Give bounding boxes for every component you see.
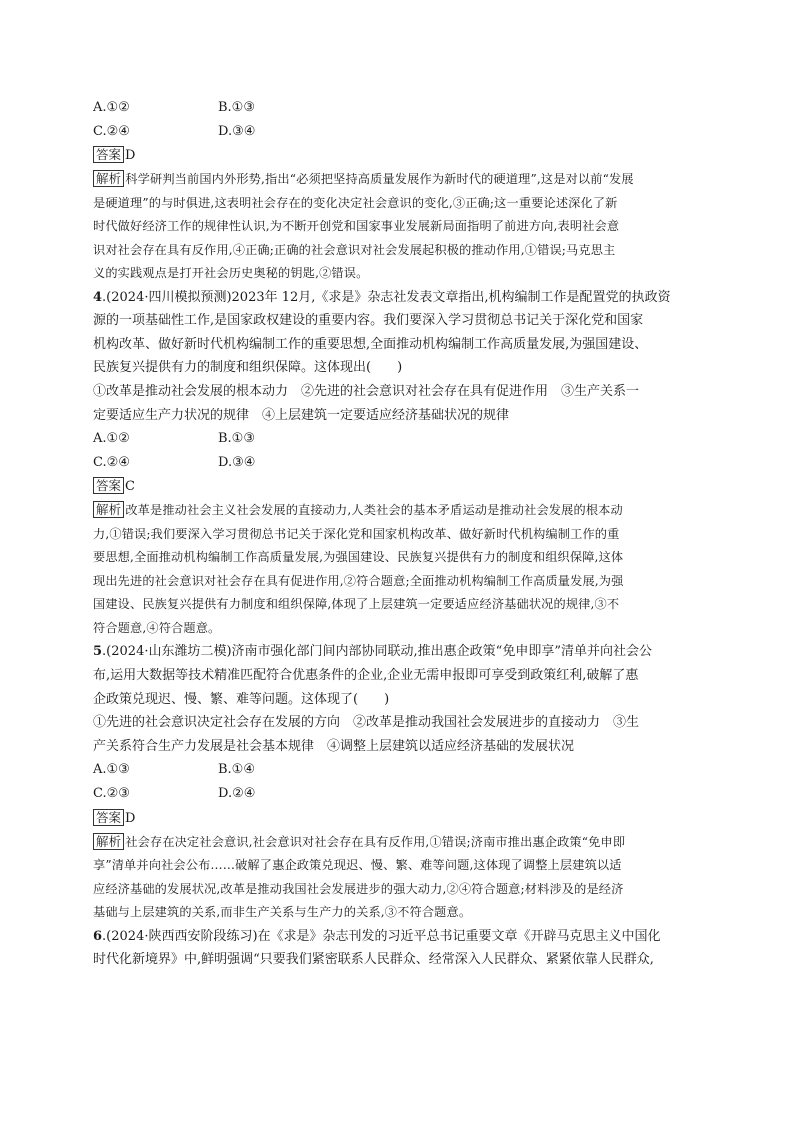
explanation-line: 国建设、民族复兴提供有力制度和组织保障,体现了上层建筑一定要适应经济基础状况的规律,③不	[93, 597, 620, 612]
explanation-line: 解析 社会存在决定社会意识,社会意识对社会存在具有反作用,①错误;济南市推出惠企政策“免申即	[93, 831, 703, 855]
explanation-line: 应经济基础的发展状况,改革是推动我国社会发展进步的强大动力,②④符合题意;材料涉及的是经济	[93, 881, 624, 896]
answer-value: D	[125, 810, 136, 826]
statement-line: 定要适应生产力状况的规律 ④上层建筑一定要适应经济基础状况的规律	[93, 407, 510, 423]
statement-line: 产关系符合生产力发展是社会基本规律 ④调整上层建筑以适应经济基础的发展状况	[93, 738, 575, 754]
question-stem-line: 时代化新境界》中,鲜明强调“只要我们紧密联系人民群众、经常深入人民群众、紧紧依靠人民群众,	[93, 952, 654, 968]
answer-label: 答案	[93, 809, 124, 826]
question-stem-line: 企政策兑现迟、慢、繁、难等问题。这体现了( )	[93, 691, 390, 707]
explanation-line: 解析 改革是推动社会主义社会发展的直接动力,人类社会的基本矛盾运动是推动社会发展的根本动	[93, 499, 703, 523]
answer-label: 答案	[93, 146, 124, 163]
option-b: B.①③	[218, 100, 255, 115]
explanation-label: 解析	[93, 833, 124, 850]
question-stem-line: 布,运用大数据等技术精准匹配符合优惠条件的企业,企业无需申报即可享受到政策红利,破解了惠	[93, 668, 639, 684]
explanation-line: 享”清单并向社会公布……破解了惠企政策兑现迟、慢、繁、难等问题,这体现了调整上层建筑以适	[93, 858, 622, 873]
options-row	[93, 96, 703, 120]
question-stem-line: 4.(2024·四川模拟预测)2023年 12月,《求是》杂志社发表文章指出,机构编制工作是配置党的执政资	[93, 289, 671, 305]
question-number: 5	[93, 644, 103, 660]
question-4	[93, 286, 703, 641]
option-a: A.①②	[93, 431, 130, 447]
question-stem-line: 机构改革、做好新时代机构编制工作的重要思想,全面推动机构编制工作高质量发展,为强国建设、	[93, 336, 648, 352]
option-a: A.①③	[93, 762, 130, 778]
explanation-line: 基础与上层建筑的关系,而非生产关系与生产力的关系,③不符合题意。	[93, 905, 472, 920]
question-number: 6	[93, 928, 103, 944]
answer-value: D	[125, 148, 136, 164]
q5-explanation	[93, 831, 703, 925]
option-d: D.②④	[218, 786, 256, 801]
option-b: B.①④	[218, 762, 255, 778]
explanation-line: 义的实践观点是打开社会历史奥秘的钥匙,②错误。	[93, 266, 369, 281]
question-5	[93, 640, 703, 924]
q5-answer	[93, 808, 703, 829]
option-c: C.②④	[93, 123, 130, 139]
explanation-line: 解析 科学研判当前国内外形势,指出“必须把坚持高质量发展作为新时代的硬道理”,这是对以前“发展	[93, 168, 703, 192]
q3-answer	[93, 145, 703, 166]
option-b: B.①③	[218, 431, 255, 447]
question-stem-line: 民族复兴提供有力的制度和组织保障。这体现出( )	[93, 360, 403, 376]
document-page	[93, 96, 703, 972]
q3-explanation	[93, 168, 703, 286]
statement-line: ①先进的社会意识决定社会存在发展的方向 ②改革是推动我国社会发展进步的直接动力 ③生	[93, 715, 640, 731]
explanation-line: 符合题意,④符合题意。	[93, 620, 221, 635]
answer-value: C	[125, 479, 135, 495]
question-stem-line: 6.(2024·陕西西安阶段练习)在《求是》杂志刊发的习近平总书记重要文章《开辟马克思主义中国化	[93, 928, 661, 944]
explanation-line: 现出先进的社会意识对社会存在具有促进作用,②符合题意;全面推动机构编制工作高质量发展,为强	[93, 573, 624, 588]
options-row	[93, 758, 703, 782]
question-stem-line: 源的一项基础性工作,是国家政权建设的重要内容。我们要深入学习贯彻总书记关于深化党和国家	[93, 313, 644, 329]
q3-options	[93, 96, 703, 143]
explanation-label: 解析	[93, 501, 124, 518]
explanation-label: 解析	[93, 170, 124, 187]
option-c: C.②④	[93, 454, 130, 470]
explanation-line: 识对社会存在具有反作用,④正确;正确的社会意识对社会发展起积极的推动作用,①错误;马克思主	[93, 242, 616, 257]
options-row	[93, 120, 703, 144]
q4-explanation	[93, 499, 703, 640]
statement-line: ①改革是推动社会发展的根本动力 ②先进的社会意识对社会存在具有促进作用 ③生产关系一	[93, 384, 640, 400]
explanation-line: 力,①错误;我们要深入学习贯彻总书记关于深化党和国家机构改革、做好新时代机构编制工作的重	[93, 526, 620, 541]
answer-label: 答案	[93, 477, 124, 494]
explanation-line: 要思想,全面推动机构编制工作高质量发展,为强国建设、民族复兴提供有力的制度和组织保障,这体	[93, 550, 624, 565]
option-d: D.③④	[218, 454, 256, 470]
question-6	[93, 925, 703, 972]
explanation-line: 是硬道理”的与时俱进,这表明社会存在的变化决定社会意识的变化,③正确;这一重要论述深化了新	[93, 195, 618, 210]
explanation-line: 时代做好经济工作的规律性认识,为不断开创党和国家事业发展新局面指明了前进方向,表明社会意	[93, 219, 620, 234]
options-row	[93, 427, 703, 451]
option-d: D.③④	[218, 123, 256, 139]
q4-answer	[93, 476, 703, 497]
question-stem-line: 5.(2024·山东潍坊二模)济南市强化部门间内部协同联动,推出惠企政策“免申即享”清单并向社会公	[93, 644, 652, 660]
options-row	[93, 782, 703, 806]
option-a: A.①②	[93, 100, 130, 115]
option-c: C.②③	[93, 786, 130, 801]
options-row	[93, 451, 703, 475]
question-number: 4	[93, 289, 103, 305]
